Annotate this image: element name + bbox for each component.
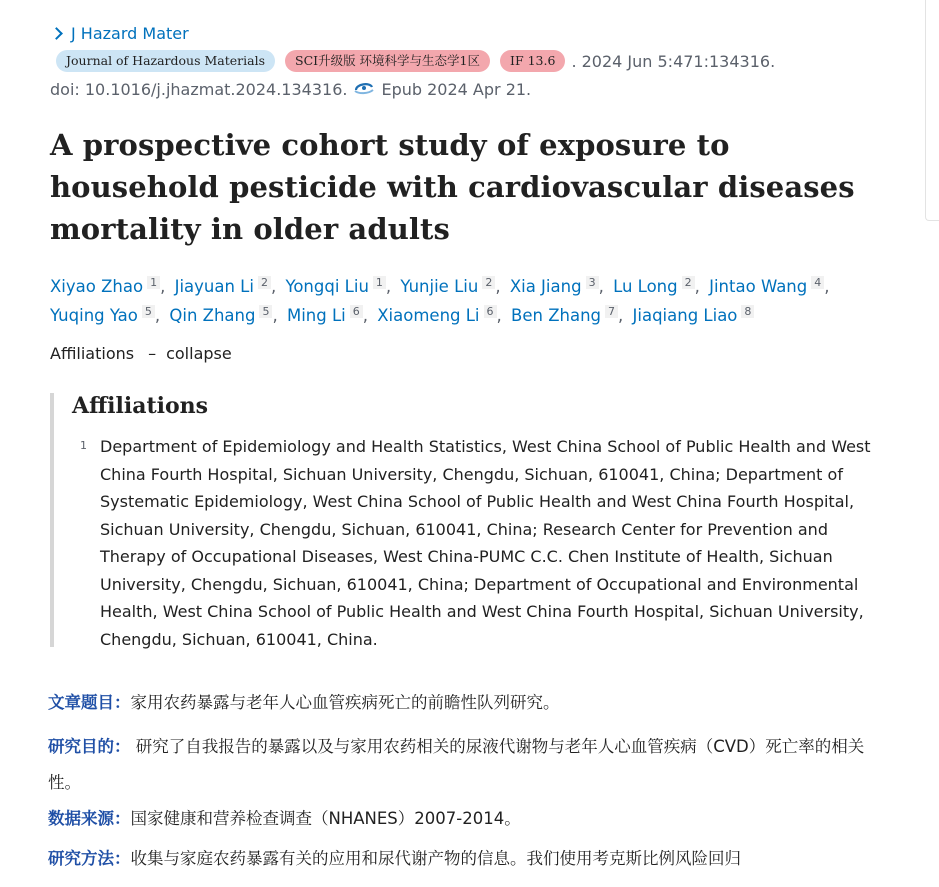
summary-label: 研究方法：	[48, 849, 131, 868]
summary-methods-row	[48, 845, 908, 873]
affiliation-ref[interactable]: 7	[605, 305, 618, 318]
author-name-link[interactable]: Yunjie Liu	[400, 277, 479, 296]
summary-text: 国家健康和营养检查调查（NHANES）2007-2014。	[130, 809, 521, 828]
journal-badges	[56, 48, 775, 74]
affiliations-panel	[50, 393, 884, 647]
author-item	[377, 306, 496, 325]
author-name-link[interactable]: Ming Li	[286, 306, 346, 325]
author-separator: ,	[272, 306, 278, 325]
author-item	[169, 306, 272, 325]
affiliation-ref[interactable]: 2	[482, 276, 495, 289]
author-separator: ,	[160, 277, 166, 296]
summary-text: 收集与家庭农药暴露有关的应用和尿代谢产物的信息。我们使用考克斯比例风险回归	[130, 849, 741, 868]
summary-label: 数据来源：	[48, 809, 131, 828]
summary-title-row	[48, 689, 908, 717]
affiliation-ref[interactable]: 8	[741, 305, 754, 318]
author-item	[400, 277, 495, 296]
affiliations-heading: Affiliations	[72, 393, 209, 419]
author-separator: ,	[694, 277, 700, 296]
author-list	[50, 272, 840, 330]
summary-text: 家用农药暴露与老年人心血管疾病死亡的前瞻性队列研究。	[130, 693, 560, 712]
author-item	[287, 306, 363, 325]
summary-source-row	[48, 805, 908, 833]
sci-rank-badge[interactable]: SCI升级版 环境科学与生态学1区	[285, 50, 490, 72]
author-item	[50, 277, 160, 296]
impact-factor-badge[interactable]: IF 13.6	[500, 50, 565, 72]
summary-label: 文章题目：	[48, 693, 131, 712]
journal-link[interactable]	[50, 24, 189, 43]
author-item	[285, 277, 385, 296]
journal-name-badge[interactable]: Journal of Hazardous Materials	[56, 50, 275, 72]
affiliation-ref[interactable]: 6	[350, 305, 363, 318]
author-separator: ,	[154, 306, 161, 325]
affiliations-toggle-action[interactable]: collapse	[166, 344, 232, 363]
chevron-right-icon	[50, 27, 63, 40]
author-separator: ,	[824, 277, 830, 296]
author-item	[175, 277, 271, 296]
author-item	[50, 306, 155, 325]
affiliation-number: 1	[80, 439, 87, 452]
journal-short-name[interactable]: J Hazard Mater	[71, 24, 189, 43]
summary-objective-row	[48, 729, 888, 801]
author-separator: ,	[496, 306, 502, 325]
author-item	[511, 306, 618, 325]
affiliation-ref[interactable]: 5	[259, 305, 272, 318]
summary-text: 研究了自我报告的暴露以及与家用农药相关的尿液代谢物与老年人心血管疾病（CVD）死亡率的相关性。	[48, 737, 865, 792]
affiliation-ref[interactable]: 5	[142, 305, 155, 318]
doi-line	[50, 80, 531, 99]
author-separator: ,	[270, 277, 277, 296]
author-item	[709, 277, 824, 296]
collapse-dash-icon: –	[148, 344, 157, 363]
affiliation-ref[interactable]: 1	[147, 276, 160, 289]
author-name-link[interactable]: Qin Zhang	[169, 306, 256, 325]
affiliation-ref[interactable]: 2	[682, 276, 695, 289]
author-name-link[interactable]: Jintao Wang	[709, 277, 808, 296]
epub-icon	[353, 81, 375, 95]
affiliation-ref[interactable]: 1	[373, 276, 386, 289]
author-name-link[interactable]: Lu Long	[613, 277, 678, 296]
author-name-link[interactable]: Xia Jiang	[509, 277, 582, 296]
author-separator: ,	[598, 277, 604, 296]
affiliation-ref[interactable]: 6	[484, 305, 497, 318]
author-separator: ,	[362, 306, 368, 325]
author-name-link[interactable]: Xiaomeng Li	[377, 306, 480, 325]
author-item	[613, 277, 695, 296]
citation-text: . 2024 Jun 5:471:134316.	[571, 51, 776, 71]
epub-date: Epub 2024 Apr 21.	[381, 80, 532, 99]
affiliation-ref[interactable]: 4	[811, 276, 824, 289]
author-name-link[interactable]: Yuqing Yao	[50, 306, 138, 325]
author-name-link[interactable]: Yongqi Liu	[285, 277, 369, 296]
author-name-link[interactable]: Ben Zhang	[511, 306, 602, 325]
author-name-link[interactable]: Xiyao Zhao	[50, 277, 144, 296]
author-separator: ,	[385, 277, 392, 296]
affiliations-toggle[interactable]	[50, 344, 232, 363]
author-separator: ,	[495, 277, 501, 296]
author-name-link[interactable]: Jiaqiang Liao	[632, 306, 738, 325]
author-item	[633, 306, 755, 325]
affiliation-text: Department of Epidemiology and Health Statistics, West China School of Public Health and West China Fourth Hospital, Sichuan University, Chengdu, Sichuan, 610041, China; Department of Systematic Epidemiology, West China School of Public Health and West China Fourth Hospital, Sichuan University, Chengdu, Sichuan, 610041, China; Research Center for Prevention and Therapy of Occupational Diseases, West China-PUMC C.C. Chen Institute of Health, Sichuan University, Chengdu, Sichuan, 610041, China; Department of Occupational and Environmental Health, West China School of Public Health and West China Fourth Hospital, Sichuan University, Chengdu, Sichuan, 610041, China.	[100, 437, 871, 649]
article-title: A prospective cohort study of exposure to household pesticide with cardiovascular diseases mortality in older adults	[50, 128, 855, 246]
affiliations-toggle-label: Affiliations	[50, 344, 135, 363]
author-name-link[interactable]: Jiayuan Li	[174, 277, 254, 296]
side-panel-edge	[925, 0, 939, 221]
author-separator: ,	[618, 306, 624, 325]
summary-label: 研究目的：	[48, 737, 131, 756]
author-item	[510, 277, 599, 296]
affiliation-ref[interactable]: 3	[586, 276, 599, 289]
affiliation-ref[interactable]: 2	[258, 276, 271, 289]
doi-text: doi: 10.1016/j.jhazmat.2024.134316.	[50, 80, 348, 99]
